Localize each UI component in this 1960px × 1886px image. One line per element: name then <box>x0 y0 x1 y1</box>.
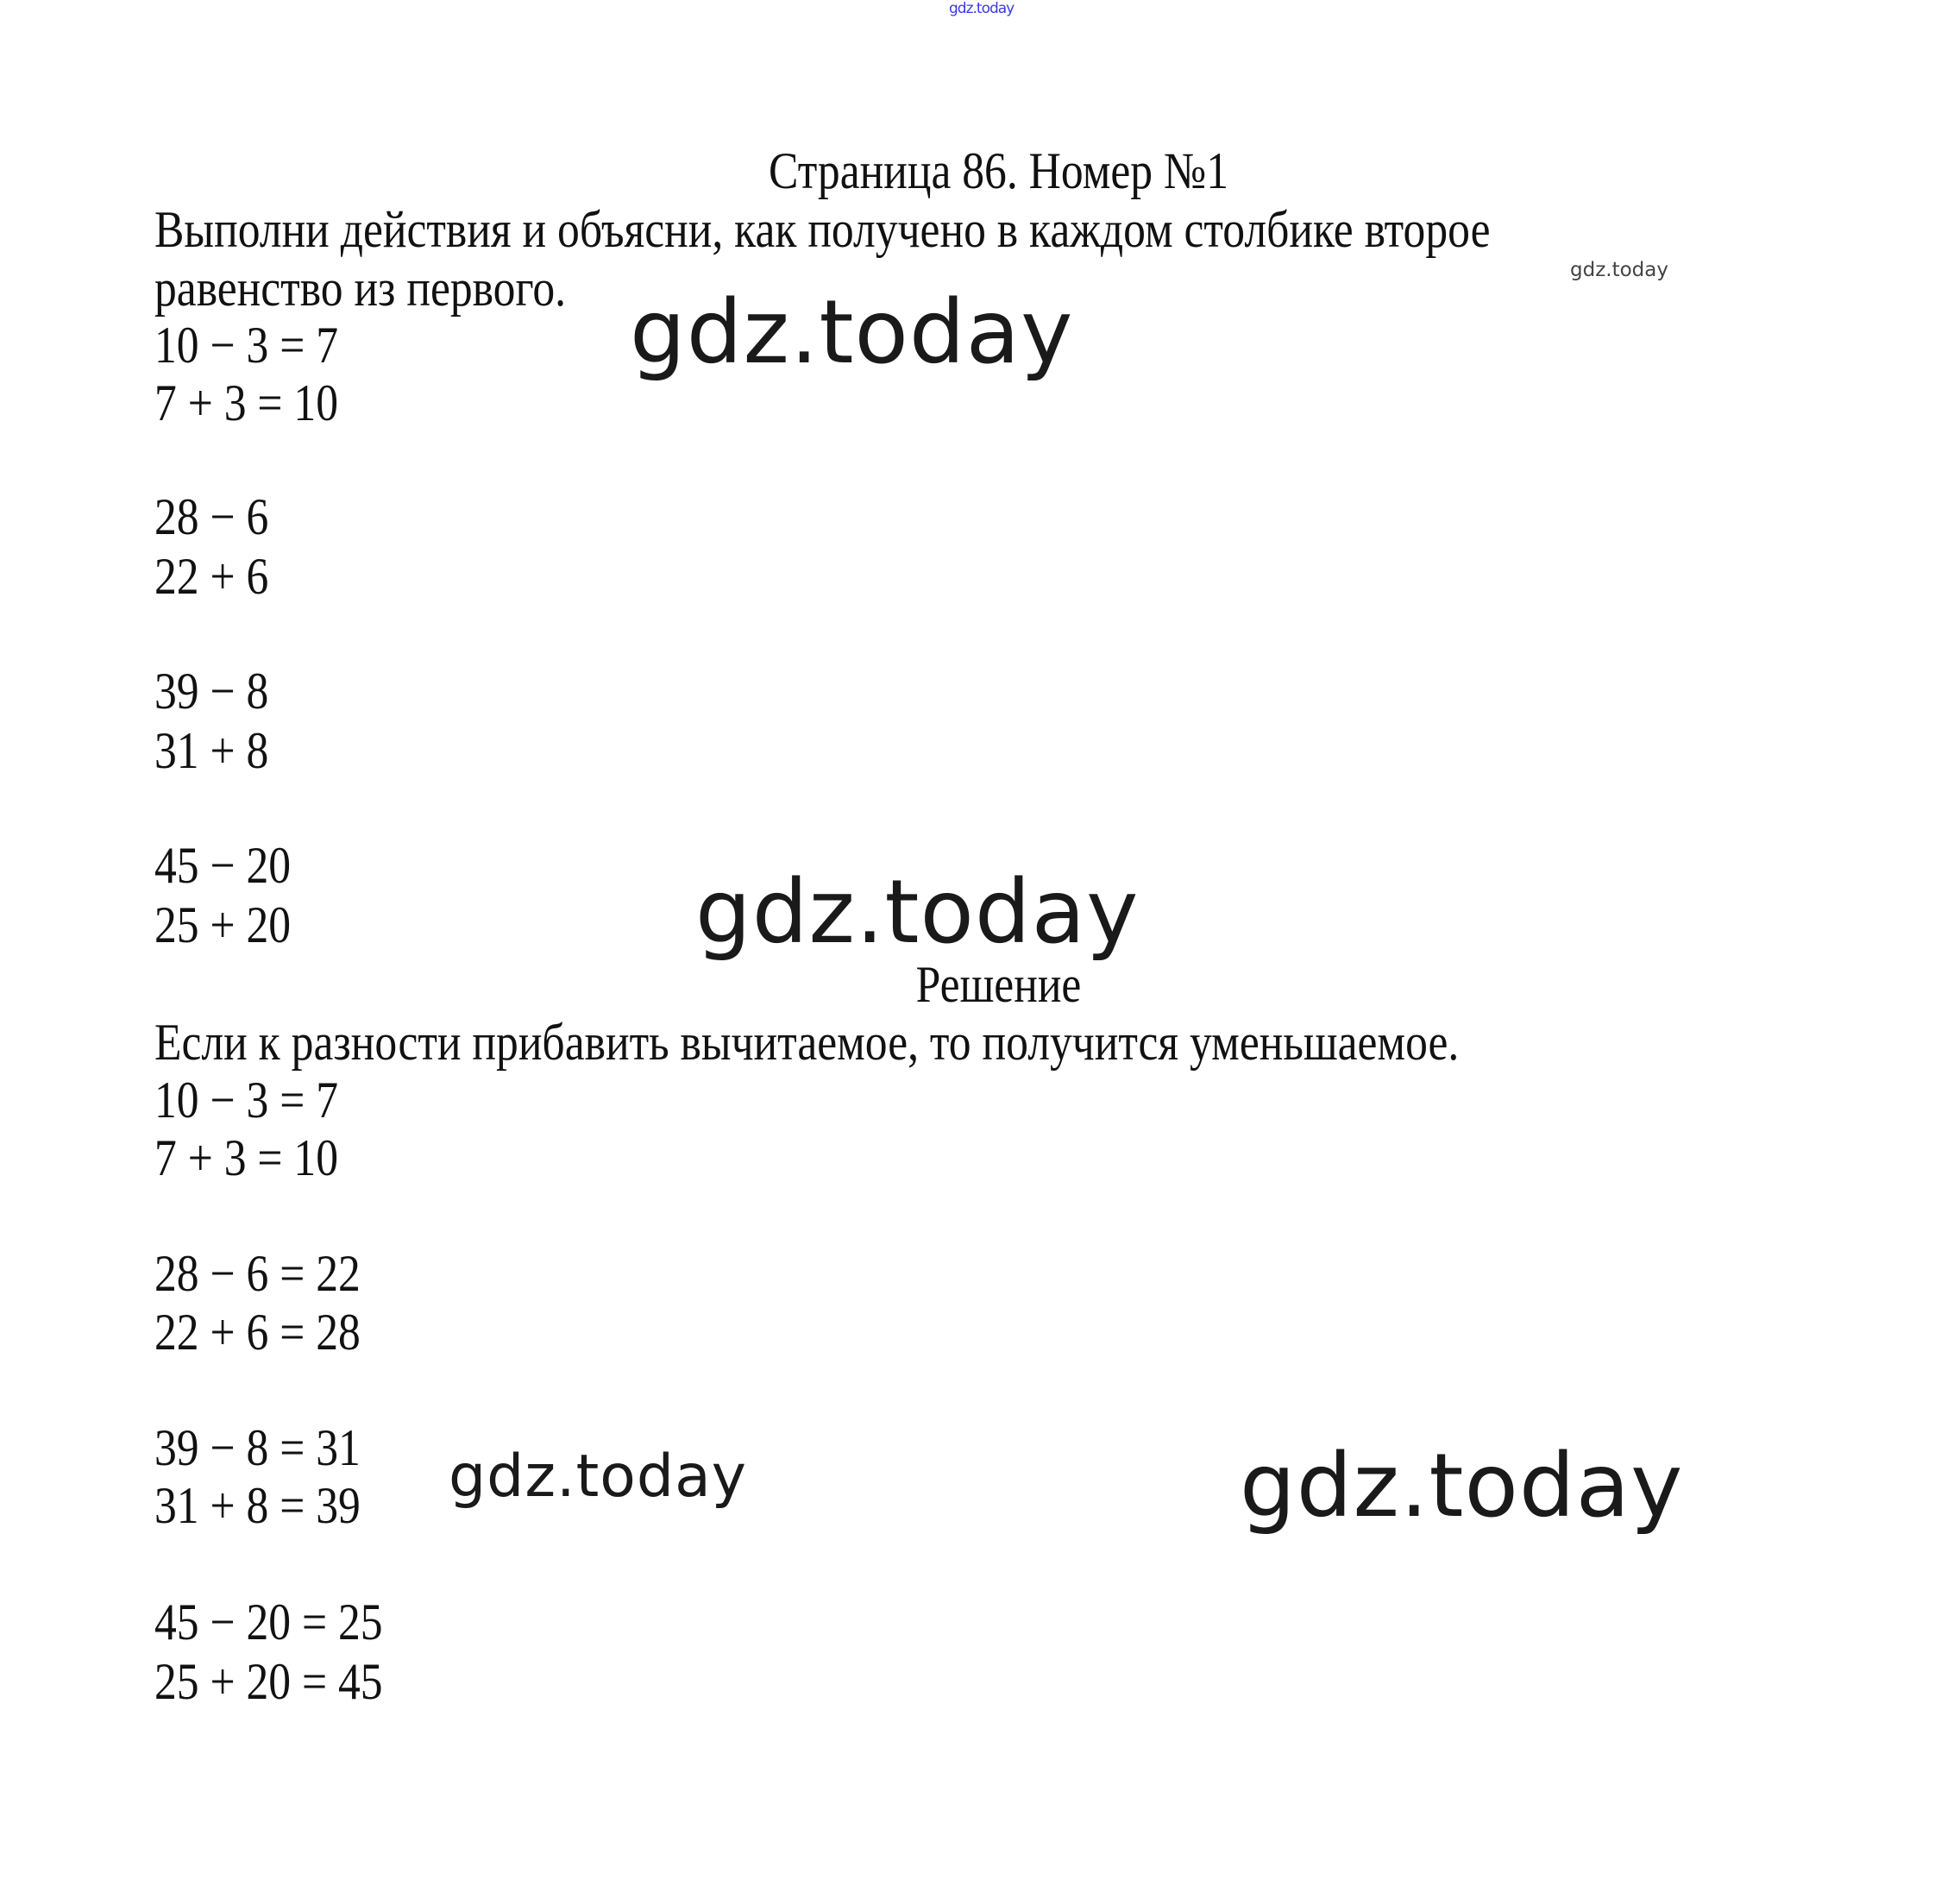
task-text-line-1: Выполни действия и объясни, как получено в каждом столбике второе <box>154 201 1491 258</box>
solution-rule: Если к разности прибавить вычитаемое, то получится уменьшаемое. <box>154 1014 1460 1071</box>
watermark-medium: gdz.today <box>449 1443 747 1511</box>
task-text-line-2: равенство из первого. <box>154 260 567 317</box>
task-equation: 10 − 3 = 7 <box>154 317 339 374</box>
watermark-large-1: gdz.today <box>630 281 1074 384</box>
solution-equation: 31 + 8 = 39 <box>154 1477 361 1534</box>
task-equation: 25 + 20 <box>154 896 292 953</box>
solution-equation: 10 − 3 = 7 <box>154 1072 339 1128</box>
solution-equation: 7 + 3 = 10 <box>154 1129 339 1186</box>
page-title: Страница 86. Номер №1 <box>768 142 1229 199</box>
solution-heading: Решение <box>915 956 1082 1013</box>
task-equation: 28 − 6 <box>154 488 269 545</box>
solution-equation: 25 + 20 = 45 <box>154 1653 383 1710</box>
task-equation: 22 + 6 <box>154 548 269 605</box>
solution-equation: 39 − 8 = 31 <box>154 1419 361 1476</box>
task-equation: 39 − 8 <box>154 663 269 720</box>
watermark-large-3: gdz.today <box>1240 1435 1684 1537</box>
watermark-top: gdz.today <box>949 0 1015 17</box>
solution-equation: 45 − 20 = 25 <box>154 1594 383 1650</box>
task-equation: 7 + 3 = 10 <box>154 374 339 431</box>
watermark-large-2: gdz.today <box>695 861 1140 964</box>
task-equation: 31 + 8 <box>154 722 269 779</box>
task-equation: 45 − 20 <box>154 837 292 894</box>
solution-equation: 28 − 6 = 22 <box>154 1245 361 1302</box>
watermark-small: gdz.today <box>1570 259 1668 281</box>
solution-equation: 22 + 6 = 28 <box>154 1304 361 1361</box>
